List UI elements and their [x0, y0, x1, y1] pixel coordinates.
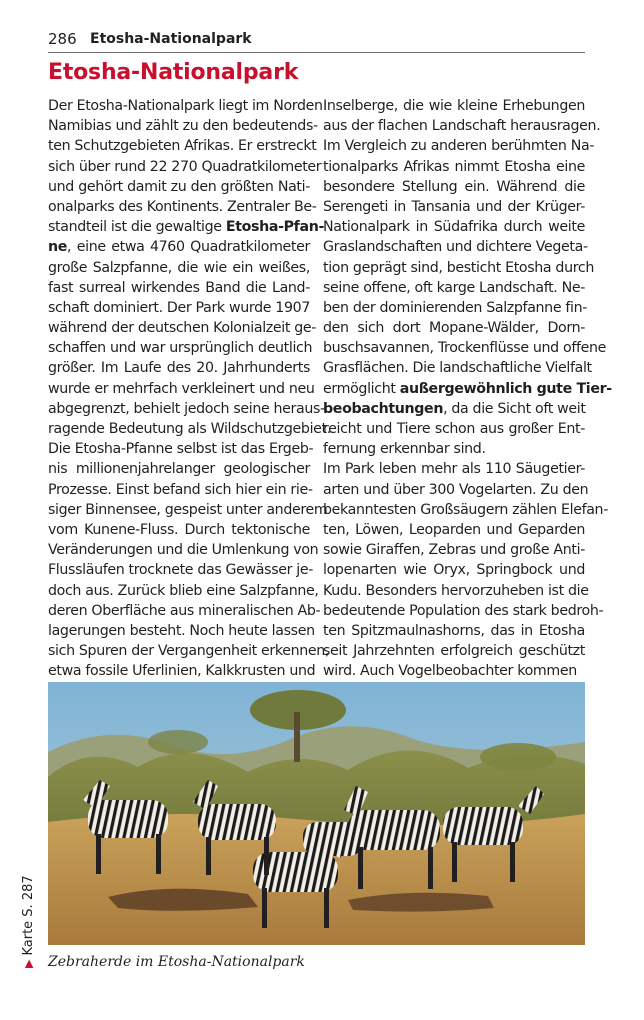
text-run: größer. Im Laufe des 20. Jahrhunderts [48, 360, 310, 377]
text-run: ten Schutzgebieten Afrikas. Er erstreckt [48, 138, 317, 155]
text-run: reicht und Tiere schon aus großer Ent- [323, 421, 585, 437]
text-line [48, 459, 310, 479]
text-run: Prozesse. Einst befand sich hier ein rie- [48, 481, 313, 498]
text-run: ermöglicht [323, 380, 400, 397]
text-line [48, 358, 310, 378]
text-run: wird. Auch Vogelbeobachter kommen [323, 663, 577, 680]
text-run: Die Etosha-Pfanne selbst ist das Ergeb- [48, 441, 314, 458]
text-run: , da die Sicht oft weit [443, 400, 586, 417]
text-line [48, 298, 310, 318]
text-run: ragende Bedeutung als Wildschutzgebiet. [48, 421, 331, 437]
text-run: fernung erkennbar sind. [323, 441, 486, 458]
text-run: ben der dominierenden Salzpfanne fin- [323, 299, 588, 316]
text-line [48, 197, 317, 217]
running-header [48, 30, 585, 53]
text-line [48, 399, 325, 419]
text-line [48, 258, 310, 278]
text-line [323, 96, 585, 116]
text-run: doch aus. Zurück blieb eine Salzpfanne, [48, 582, 319, 599]
text-line [48, 217, 325, 237]
text-run: lopenarten wie Oryx, Springbock und [323, 562, 585, 579]
text-run: Nationalpark in Südafrika durch weite [323, 219, 585, 236]
running-head-title: Etosha-Nationalpark [90, 31, 252, 47]
text-run: Inselberge, die wie kleine Erhebungen [323, 98, 585, 114]
text-line [323, 157, 585, 177]
text-run: bedeutende Population des stark bedroh- [323, 602, 604, 619]
text-run: siger Binnensee, gespeist unter anderem [48, 501, 328, 518]
chapter-title: Etosha-Nationalpark [48, 60, 299, 85]
text-line [323, 237, 588, 257]
text-run: tionalparks Afrikas nimmt Etosha eine [323, 158, 585, 175]
text-line [48, 116, 318, 136]
text-line [48, 157, 322, 177]
text-run: schaffen und war ursprünglich deutlich [48, 340, 313, 357]
text-run: ten, Löwen, Leoparden und Geparden [323, 521, 585, 538]
text-line [48, 439, 314, 459]
text-line [323, 318, 585, 338]
text-line [323, 520, 585, 540]
text-run: buschsavannen, Trockenflüsse und offene [323, 340, 607, 357]
text-run: besondere Stellung ein. Während die [323, 178, 585, 195]
text-run: seine offene, oft karge Landschaft. Ne- [323, 279, 586, 296]
text-run: den sich dort Mopane-Wälder, Dorn- [323, 320, 585, 337]
text-line [48, 136, 317, 156]
photo-caption: Zebraherde im Etosha-Nationalpark [48, 954, 305, 970]
bold-phrase: ne [48, 239, 68, 256]
text-line [323, 298, 588, 318]
text-line [323, 399, 585, 419]
text-run: Grasflächen. Die landschaftliche Vielfalt [323, 360, 592, 377]
text-run: während der deutschen Kolonialzeit ge- [48, 320, 317, 337]
text-line [323, 358, 592, 378]
text-line [323, 500, 608, 520]
text-line [48, 560, 313, 580]
text-run: Flussläufen trocknete das Gewässer je- [48, 562, 313, 579]
text-run: wurde er mehrfach verkleinert und neu [48, 380, 315, 397]
text-line [48, 480, 313, 500]
text-run: fast surreal wirkendes Band die Land- [48, 279, 310, 296]
text-run: sich Spuren der Vergangenheit erkennen, [48, 643, 330, 660]
text-line [48, 661, 316, 681]
text-line [323, 338, 607, 358]
zebra-herd-photo [48, 682, 585, 945]
text-line [48, 500, 328, 520]
text-run: lagerungen besteht. Noch heute lassen [48, 622, 315, 639]
text-run: Im Park leben mehr als 110 Säugetier- [323, 461, 585, 478]
text-line [323, 540, 585, 560]
text-line [48, 520, 310, 540]
text-line [323, 661, 585, 681]
text-line [323, 136, 595, 156]
text-run: arten und über 300 Vogelarten. Zu den [323, 481, 589, 498]
text-line [48, 278, 310, 298]
text-run: Kudu. Besonders hervorzuheben ist die [323, 582, 589, 599]
text-line [48, 601, 321, 621]
text-run: Der Etosha-Nationalpark liegt im Norden [48, 98, 323, 114]
text-column-right [323, 96, 612, 681]
text-line [323, 459, 585, 479]
map-reference[interactable] [21, 875, 41, 988]
text-line [48, 177, 310, 197]
text-run: tion geprägt sind, besticht Etosha durch [323, 259, 594, 276]
text-line [323, 278, 585, 298]
bold-phrase: beobachtungen [323, 400, 444, 417]
text-run: aus der flachen Landschaft herausragen. [323, 118, 601, 135]
text-run: ten Spitzmaulnashorns, das in Etosha [323, 622, 585, 639]
bold-phrase: Etosha-Pfan- [225, 219, 325, 236]
text-line [323, 601, 604, 621]
text-line [48, 237, 310, 257]
text-run: sich über rund 22 270 Quadratkilometer [48, 158, 322, 175]
text-line [48, 379, 315, 399]
text-line [48, 581, 319, 601]
page-number: 286 [48, 30, 77, 48]
text-run: , eine etwa 4760 Quadratkilometer [67, 239, 310, 256]
text-line [48, 641, 330, 661]
text-line [323, 581, 589, 601]
text-run: deren Oberfläche aus mineralischen Ab- [48, 602, 321, 619]
text-line [323, 641, 585, 661]
text-run: große Salzpfanne, die wie ein weißes, [48, 259, 310, 276]
text-line [323, 217, 585, 237]
text-run: onalparks des Kontinents. Zentraler Be- [48, 198, 317, 215]
photo-illustration [48, 682, 585, 945]
map-reference-label: Karte S. 287 [21, 875, 36, 956]
text-run: etwa fossile Uferlinien, Kalkkrusten und [48, 663, 316, 680]
text-line [323, 197, 585, 217]
red-triangle-icon: ▶ [22, 959, 35, 968]
text-line [323, 379, 612, 399]
text-line [48, 540, 319, 560]
text-column-left [48, 96, 331, 681]
text-run: sowie Giraffen, Zebras und große Anti- [323, 542, 585, 559]
text-line [48, 318, 317, 338]
text-line [323, 480, 589, 500]
text-run: und gehört damit zu den größten Nati- [48, 178, 310, 195]
text-line [323, 177, 585, 197]
text-run: vom Kunene-Fluss. Durch tektonische [48, 521, 310, 538]
text-run: Graslandschaften und dichtere Vegeta- [323, 239, 588, 256]
text-line [48, 419, 331, 439]
text-line [323, 439, 585, 459]
text-run: Im Vergleich zu anderen berühmten Na- [323, 138, 595, 155]
text-run: Serengeti in Tansania und der Krüger- [323, 198, 585, 215]
text-run: bekanntesten Großsäugern zählen Elefan- [323, 501, 608, 518]
bold-phrase: außergewöhnlich gute Tier- [399, 380, 612, 397]
text-line [323, 419, 585, 439]
text-line [323, 116, 601, 136]
text-line [48, 96, 323, 116]
text-run: seit Jahrzehnten erfolgreich geschützt [323, 643, 585, 660]
text-run: Namibias und zählt zu den bedeutends- [48, 118, 318, 135]
text-line [323, 258, 594, 278]
text-run: nis millionenjahrelanger geologischer [48, 461, 310, 478]
text-line [48, 621, 315, 641]
text-line [323, 621, 585, 641]
text-run: schaft dominiert. Der Park wurde 1907 [48, 299, 310, 316]
text-line [323, 560, 585, 580]
text-run: abgegrenzt, behielt jedoch seine heraus- [48, 400, 325, 417]
text-line [48, 338, 313, 358]
text-run: Veränderungen und die Umlenkung von [48, 542, 319, 559]
text-run: standteil ist die gewaltige [48, 219, 226, 236]
